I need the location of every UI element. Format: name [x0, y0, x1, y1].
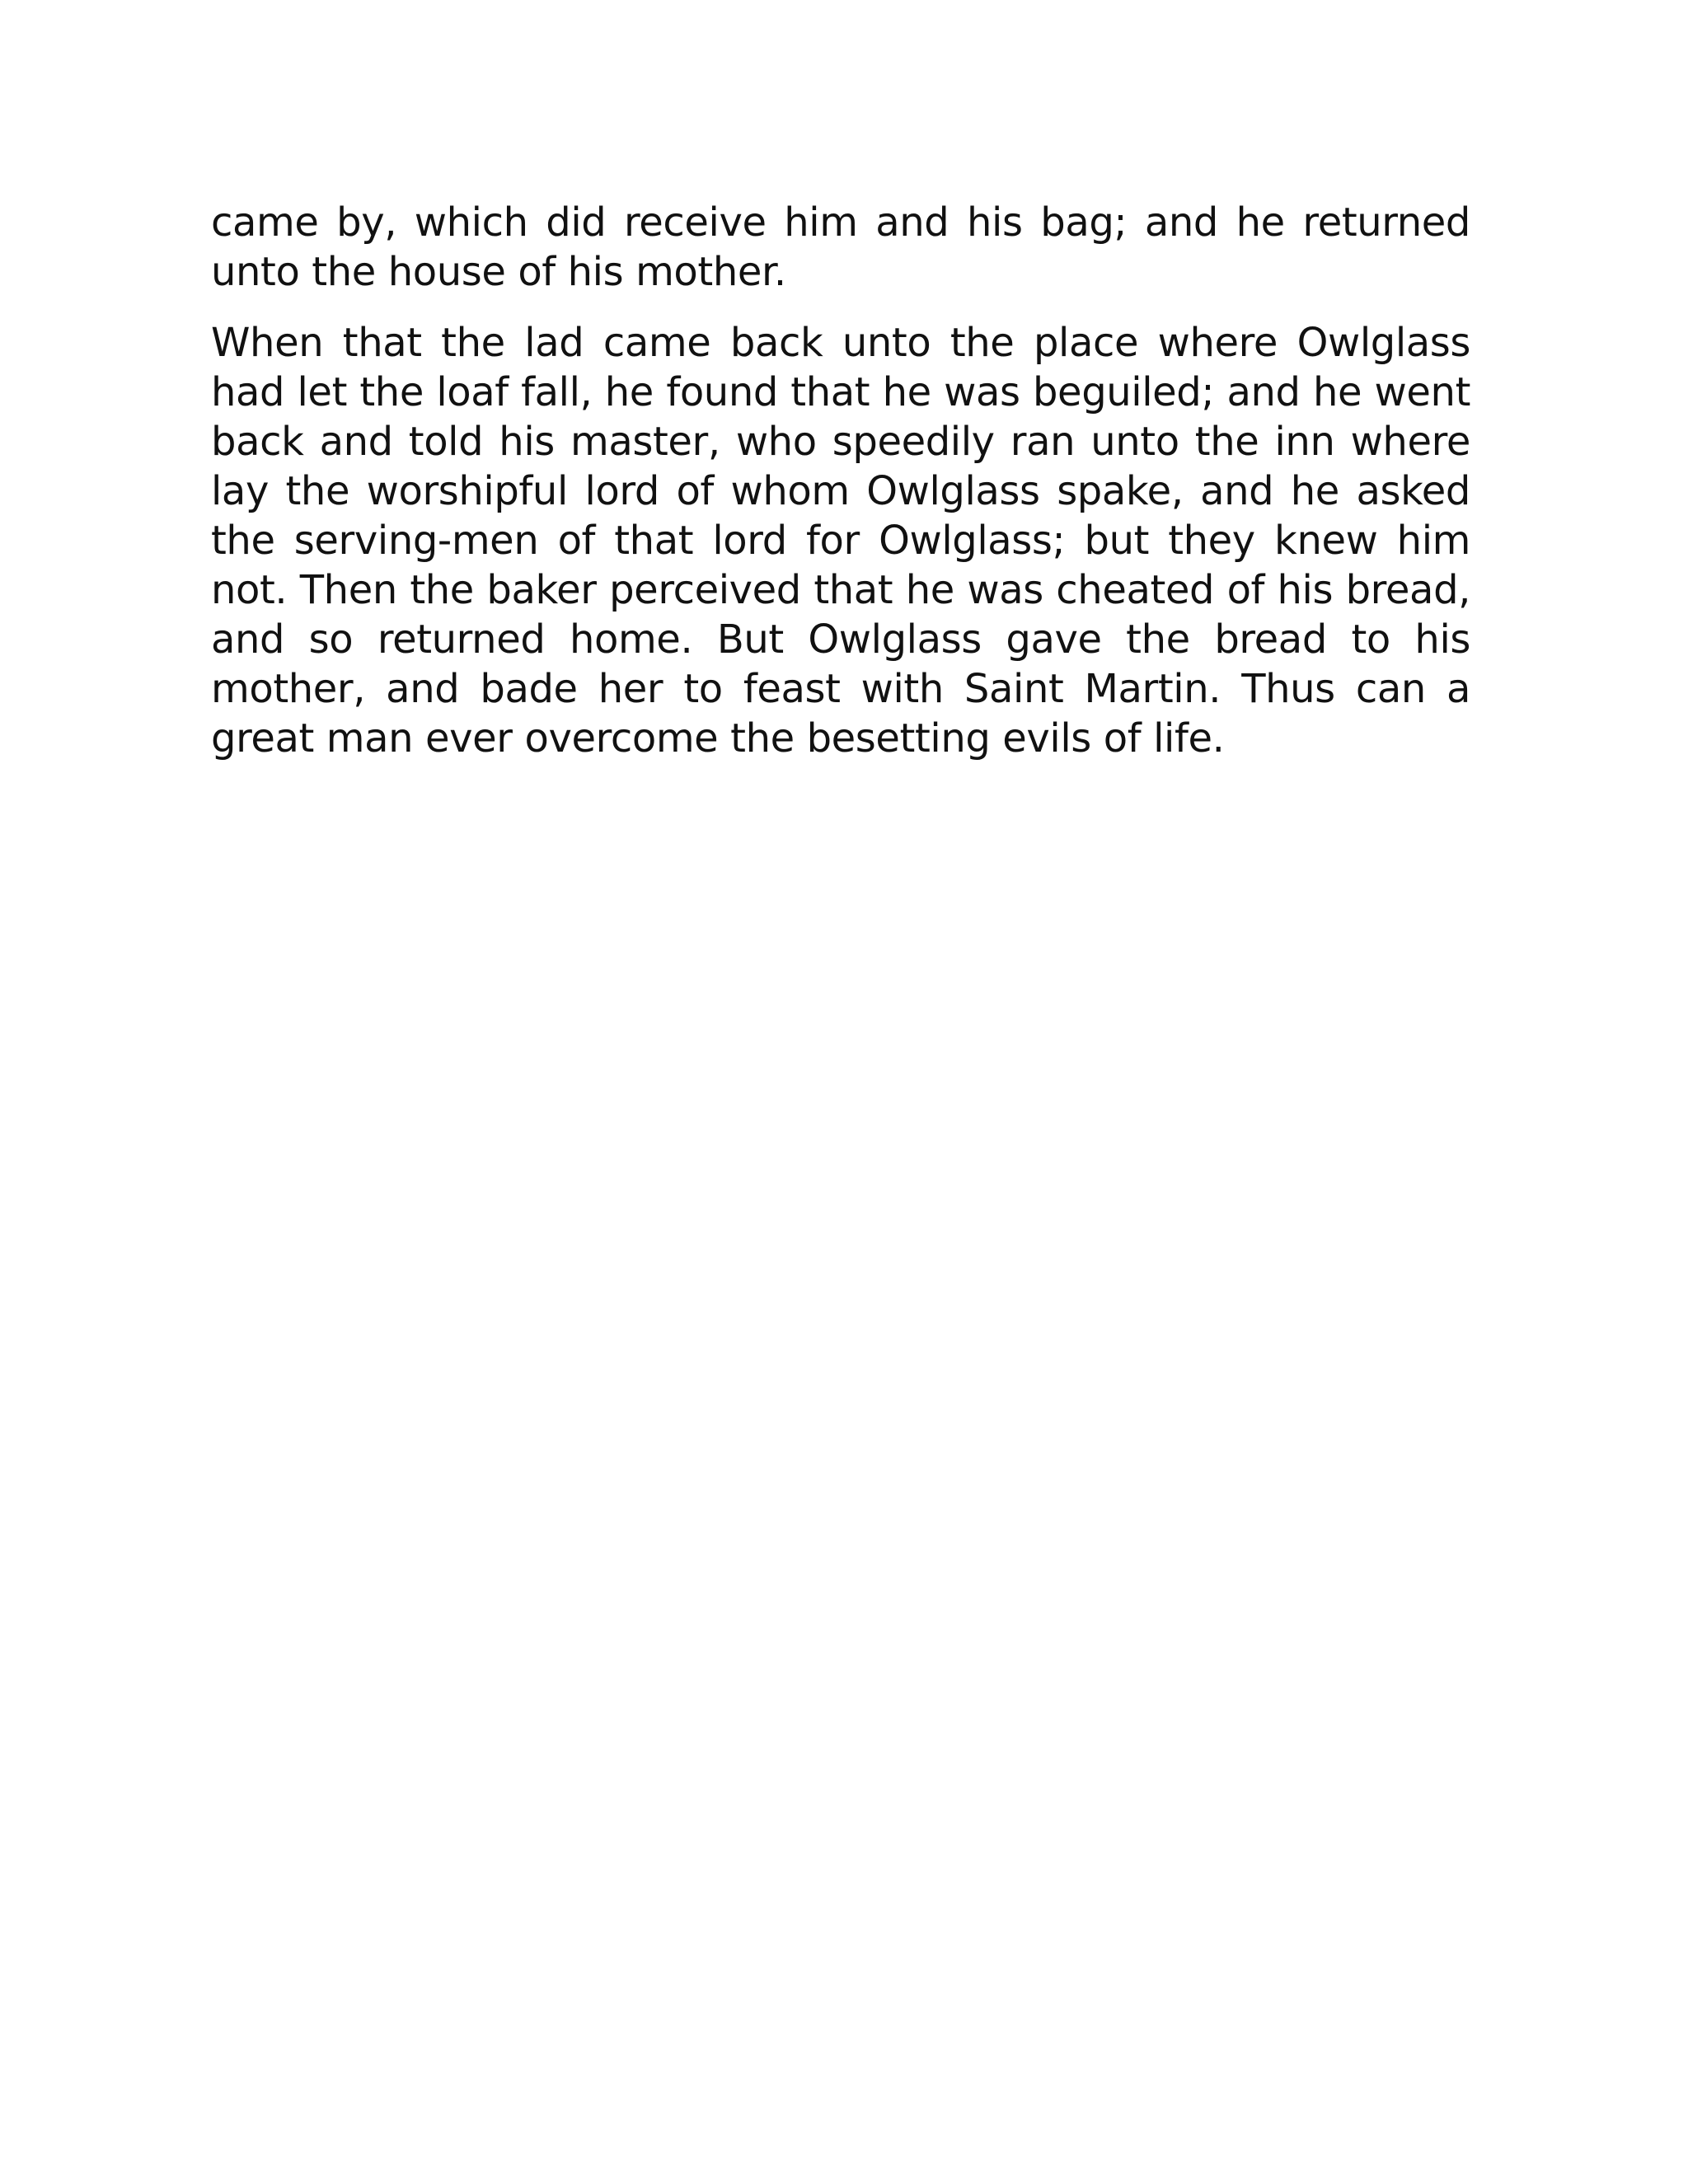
- paragraph-owlglass-loaf: When that the lad came back unto the place where Owlglass had let the loaf fall, he found that he was beguiled; and he went back and told his master, who speedily ran unto the inn where lay the worshipful lord of whom Owlglass spake, and he asked the serving-men of that lord for Owlglass; but they knew him not. Then the baker perceived that he was cheated of his bread, and so returned home. But Owlglass gave the bread to his mother, and bade her to feast with Saint Martin. Thus can a great man ever overcome the besetting evils of life.: [211, 320, 1470, 762]
- paragraph-continuation: came by, which did receive him and his bag; and he returned unto the house of his mother.: [211, 199, 1470, 295]
- body-text: [211, 198, 1470, 785]
